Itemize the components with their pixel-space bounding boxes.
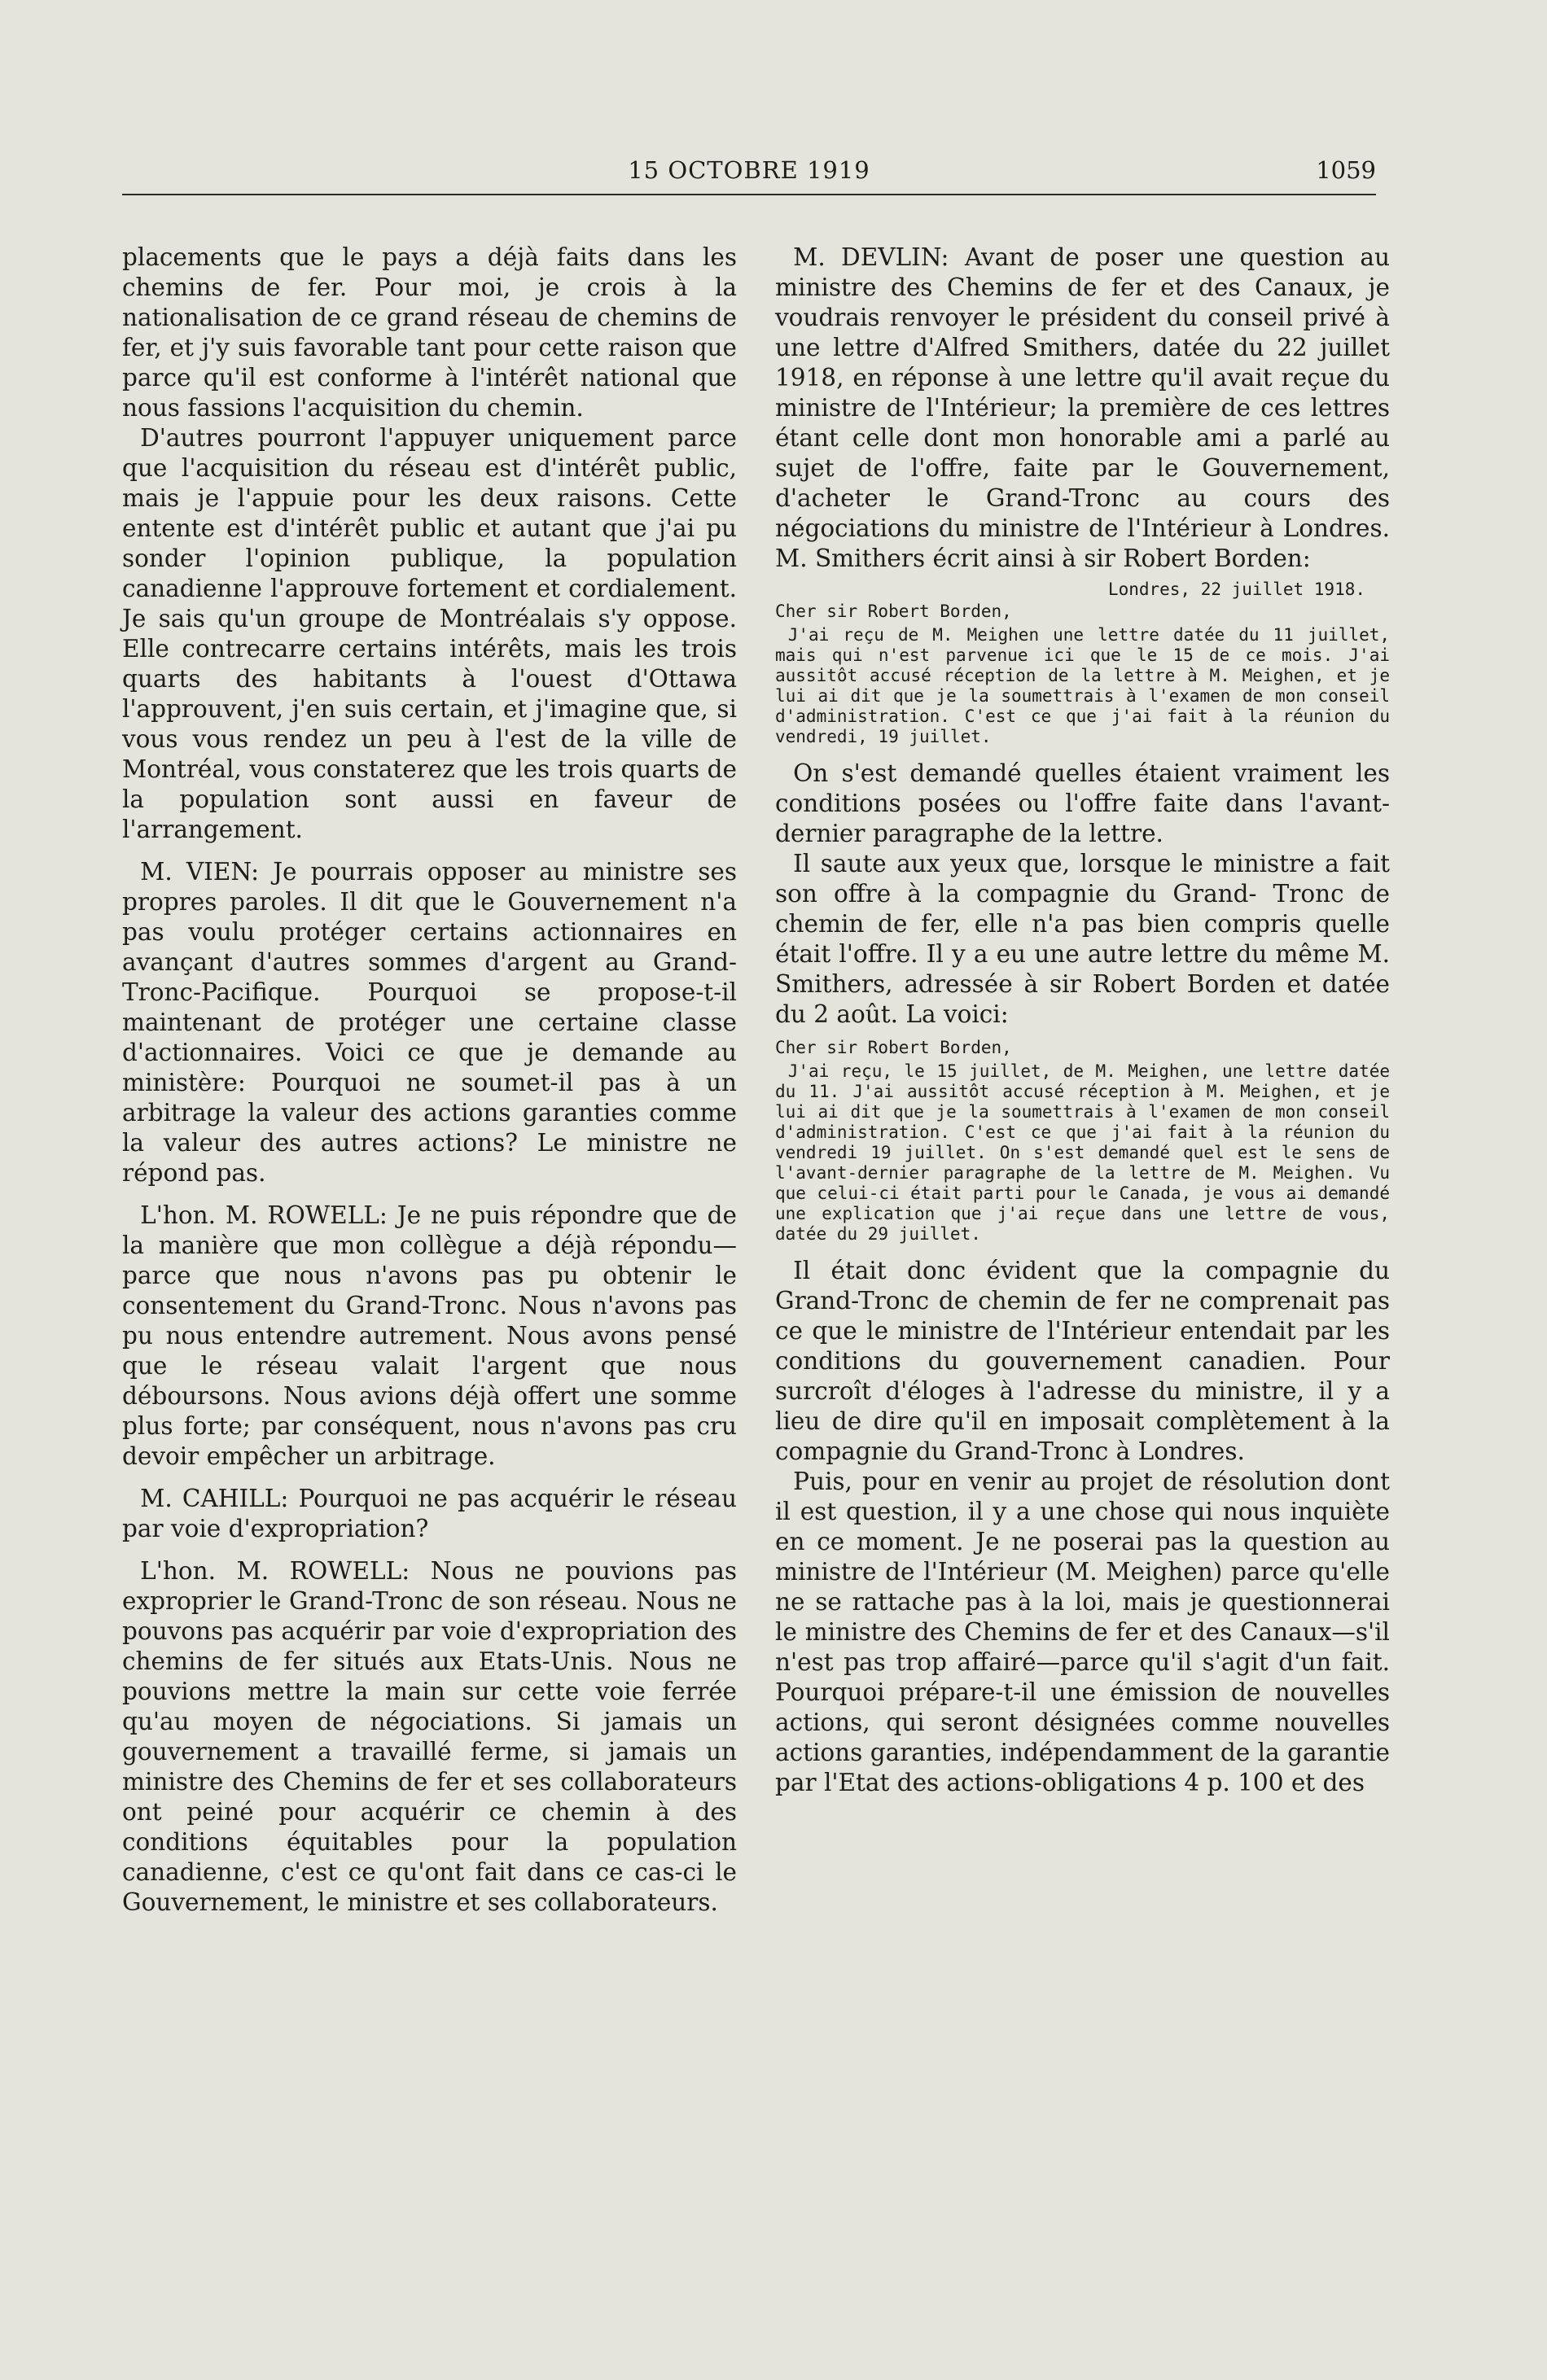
letter-body: J'ai reçu de M. Meighen une lettre datée du 11 juillet, mais qui n'est parvenue ici que le 15 de ce mois. J'ai aussitôt accusé réception de la lettre à M. Meighen, et je lui ai dit que je la soumettrais à l'examen de mon conseil d'administration. C'est ce que j'ai fait à la réunion du vendredi, 19 juillet. — [775, 625, 1390, 746]
paragraph: Il était donc évident que la compagnie du Grand-Tronc de chemin de fer ne comprenait pas ce que le ministre de l'Intérieur entendait par les conditions du gouvernement canadien. Pour surcroît d'éloges à l'adresse du ministre, il y a lieu de dire qu'il en imposait complètement à la compagnie du Grand-Tronc à Londres. — [775, 1257, 1390, 1465]
paragraph: Il saute aux yeux que, lorsque le ministre a fait son offre à la compagnie du Grand- Tronc de chemin de fer, elle n'a pas bien compris quelle était l'offre. Il y a eu une autre lettre du même M. Smithers, adressée à sir Robert Borden et datée du 2 août. La voici: — [775, 850, 1390, 1028]
letter-salutation: Cher sir Robert Borden, — [775, 1038, 1012, 1057]
letter-body: J'ai reçu, le 15 juillet, de M. Meighen, une lettre datée du 11. J'ai aussitôt accusé réception à M. Meighen, et je lui ai dit que je la soumettrais à l'examen de mon conseil d'administration. C'est ce que j'ai fait à la réunion du vendredi 19 juillet. On s'est demandé quel est le sens de l'avant-dernier paragraphe de la lettre de M. Meighen. Vu que celui-ci était parti pour le Canada, je vous ai demandé une explication que j'ai reçue dans une lettre de vous, datée du 29 juillet. — [775, 1061, 1390, 1244]
page-number: 1059 — [1316, 156, 1376, 184]
paragraph-devlin: M. DEVLIN: Avant de poser une question au ministre des Chemins de fer et des Canaux, je voudrais renvoyer le président du conseil privé à une lettre d'Alfred Smithers, datée du 22 juillet 1918, en réponse à une lettre qu'il avait reçue du ministre de l'Intérieur; la première de ces lettres étant celle dont mon honorable ami a parlé au sujet de l'offre, faite par le Gouvernement, d'acheter le Grand-Tronc au cours des négociations du ministre de l'Intérieur à Londres. M. Smithers écrit ainsi à sir Robert Borden: — [775, 243, 1390, 572]
paragraph: Puis, pour en venir au projet de résolution dont il est question, il y a une chose qui nous inquiète en ce moment. Je ne poserai pas la question au ministre de l'Intérieur (M. Meighen) parce qu'elle ne se rattache pas à la loi, mais je questionnerai le ministre des Chemins de fer et des Canaux—s'il n'est pas trop affairé—parce qu'il s'agit d'un fait. Pourquoi prépare-t-il une émission de nouvelles actions, qui seront désignées comme nouvelles actions garanties, indépendamment de la garantie par l'Etat des actions-obligations 4 p. 100 et des — [775, 1468, 1390, 1796]
paragraph-vien: M. VIEN: Je pourrais opposer au ministre ses propres paroles. Il dit que le Gouvernement n'a pas voulu protéger certains actionnaires en avançant d'autres sommes d'argent au Grand-Tronc-Pacifique. Pourquoi se propose-t-il maintenant de protéger une certaine classe d'actionnaires. Voici ce que je demande au ministère: Pourquoi ne soumet-il pas à un arbitrage la valeur des actions garanties comme la valeur des autres actions? Le ministre ne répond pas. — [122, 858, 737, 1187]
paragraph: On s'est demandé quelles étaient vraiment les conditions posées ou l'offre faite dans l'avant-dernier paragraphe de la lettre. — [775, 759, 1390, 847]
paragraph-rowell-2: L'hon. M. ROWELL: Nous ne pouvions pas exproprier le Grand-Tronc de son réseau. Nous ne pouvons pas acquérir par voie d'expropriation des chemins de fer situés aux Etats-Unis. Nous ne pouvions mettre la main sur cette voie ferrée qu'au moyen de négociations. Si jamais un gouvernement a travaillé ferme, si jamais un ministre des Chemins de fer et ses collaborateurs ont peiné pour acquérir ce chemin à des conditions équitables pour la population canadienne, c'est ce qu'ont fait dans ce cas-ci le Gouvernement, le ministre et ses collaborateurs. — [122, 1557, 737, 1916]
left-column — [122, 243, 737, 1918]
paragraph: placements que le pays a déjà faits dans les chemins de fer. Pour moi, je crois à la nationalisation de ce grand réseau de chemins de fer, et j'y suis favorable tant pour cette raison que parce qu'il est conforme à l'intérêt national que nous fassions l'acquisition du chemin. — [122, 243, 737, 422]
page-header — [122, 156, 1376, 189]
header-date: 15 OCTOBRE 1919 — [628, 156, 870, 184]
letter-salutation: Cher sir Robert Borden, — [775, 602, 1012, 621]
paragraph: D'autres pourront l'appuyer uniquement parce que l'acquisition du réseau est d'intérêt public, mais je l'appuie pour les deux raisons. Cette entente est d'intérêt public et autant que j'ai pu sonder l'opinion publique, la population canadienne l'approuve fortement et cordialement. Je sais qu'un groupe de Montréalais s'y oppose. Elle contrecarre certains intérêts, mais les trois quarts des habitants à l'ouest d'Ottawa l'approuvent, j'en suis certain, et j'imagine que, si vous vous rendez un peu à l'est de la ville de Montréal, vous constaterez que les trois quarts de la population sont aussi en faveur de l'arrangement. — [122, 424, 737, 843]
paragraph-rowell: L'hon. M. ROWELL: Je ne puis répondre que de la manière que mon collègue a déjà répondu—parce que nous n'avons pas pu obtenir le consentement du Grand-Tronc. Nous n'avons pas pu nous entendre autrement. Nous avons pensé que le réseau valait l'argent que nous déboursons. Nous avions déjà offert une somme plus forte; par conséquent, nous n'avons pas cru devoir empêcher un arbitrage. — [122, 1201, 737, 1470]
letter-dateline: Londres, 22 juillet 1918. — [1107, 580, 1365, 599]
paragraph-cahill: M. CAHILL: Pourquoi ne pas acquérir le réseau par voie d'expropriation? — [122, 1485, 737, 1542]
header-rule — [122, 194, 1376, 195]
right-column — [775, 243, 1390, 1798]
